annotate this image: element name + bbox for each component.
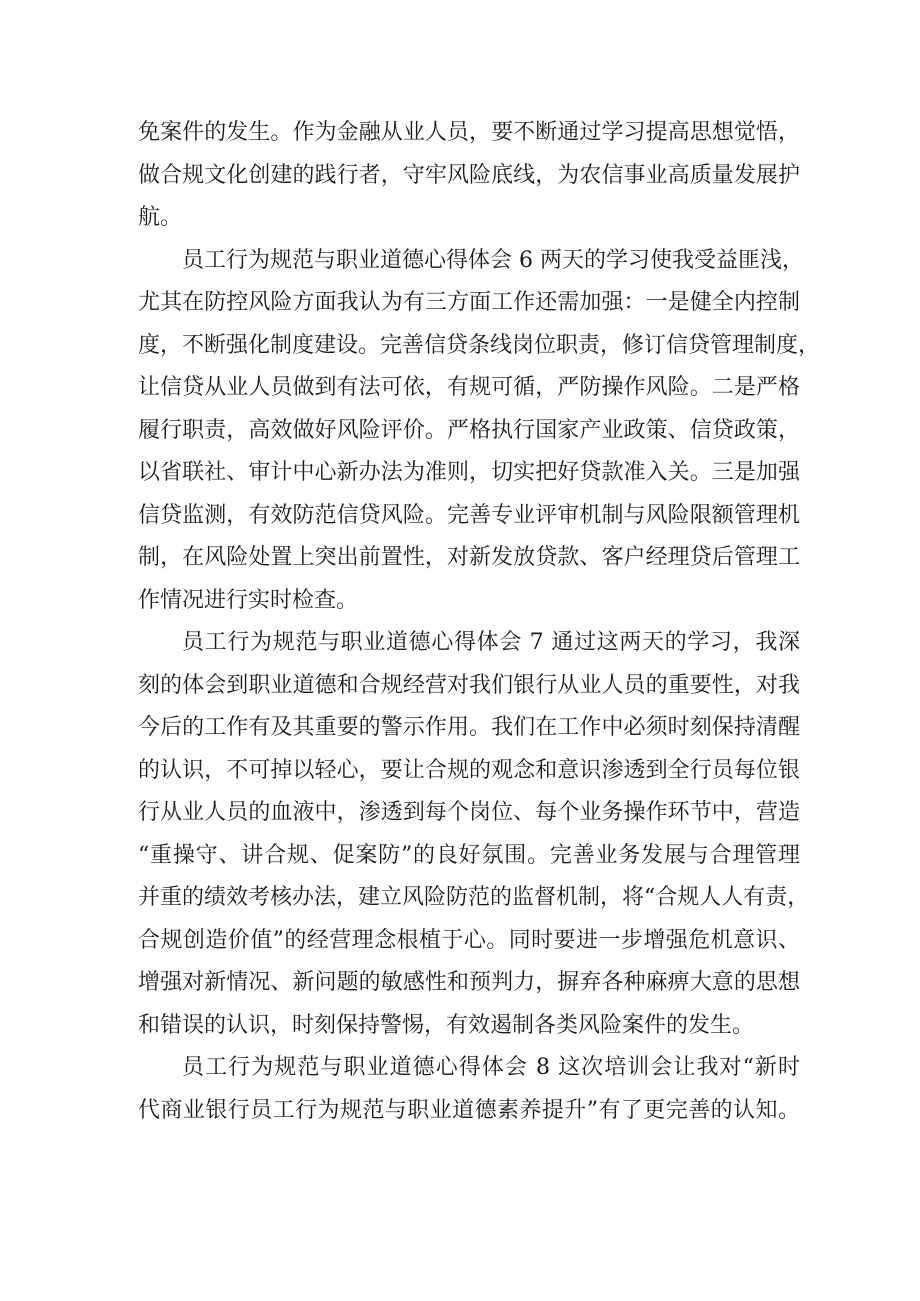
paragraph-line: 让信贷从业人员做到有法可依，有规可循，严防操作风险。二是严格 bbox=[138, 375, 800, 400]
paragraph-line: 航。 bbox=[138, 205, 183, 230]
paragraph-line: 和错误的认识，时刻保持警惕，有效遏制各类风险案件的发生。 bbox=[138, 1012, 755, 1038]
paragraph-line: 合规创造价值”的经营理念根植于心。同时要进一步增强危机意识、 bbox=[138, 927, 800, 953]
paragraph-line: 作情况进行实时检查。 bbox=[138, 587, 359, 613]
paragraph-line: 的认识，不可掉以轻心，要让合规的观念和意识渗透到全行员每位银 bbox=[138, 757, 800, 783]
paragraph-line: 员工行为规范与职业道德心得体会 7 通过这两天的学习，我深 bbox=[182, 630, 800, 655]
paragraph-1 bbox=[138, 112, 800, 240]
paragraph-line: 刻的体会到职业道德和合规经营对我们银行从业人员的重要性，对我 bbox=[138, 672, 800, 698]
paragraph-line: 履行职责，高效做好风险评价。严格执行国家产业政策、信贷政策， bbox=[138, 417, 800, 443]
paragraph-line: 今后的工作有及其重要的警示作用。我们在工作中必须时刻保持清醒 bbox=[138, 715, 800, 740]
paragraph-line: 度，不断强化制度建设。完善信贷条线岗位职责，修订信贷管理制度， bbox=[138, 332, 821, 358]
paragraph-line: “重操守、讲合规、促案防”的良好氛围。完善业务发展与合理管理 bbox=[138, 842, 800, 868]
paragraph-line: 员工行为规范与职业道德心得体会 8 这次培训会让我对“新时 bbox=[182, 1055, 800, 1080]
document-body bbox=[138, 112, 821, 1132]
paragraph-2 bbox=[138, 240, 821, 623]
paragraph-line: 免案件的发生。作为金融从业人员，要不断通过学习提高思想觉悟， bbox=[138, 120, 800, 145]
paragraph-line: 做合规文化创建的践行者，守牢风险底线，为农信事业高质量发展护 bbox=[138, 162, 800, 188]
paragraph-line: 制，在风险处置上突出前置性，对新发放贷款、客户经理贷后管理工 bbox=[138, 545, 800, 570]
paragraph-line: 行从业人员的血液中，渗透到每个岗位、每个业务操作环节中，营造 bbox=[138, 800, 800, 825]
paragraph-line: 信贷监测，有效防范信贷风险。完善专业评审机制与风险限额管理机 bbox=[138, 502, 800, 528]
paragraph-line: 并重的绩效考核办法，建立风险防范的监督机制，将“合规人人有责， bbox=[138, 885, 810, 910]
paragraph-line: 员工行为规范与职业道德心得体会 6 两天的学习使我受益匪浅， bbox=[182, 247, 804, 273]
paragraph-line: 代商业银行员工行为规范与职业道德素养提升”有了更完善的认知。 bbox=[138, 1097, 800, 1123]
paragraph-line: 以省联社、审计中心新办法为准则，切实把好贷款准入关。三是加强 bbox=[138, 460, 800, 485]
paragraph-4 bbox=[138, 1047, 800, 1132]
paragraph-line: 尤其在防控风险方面我认为有三方面工作还需加强：一是健全内控制 bbox=[138, 290, 800, 315]
paragraph-3 bbox=[138, 622, 810, 1047]
paragraph-line: 增强对新情况、新问题的敏感性和预判力，摒弃各种麻痹大意的思想 bbox=[138, 970, 800, 995]
